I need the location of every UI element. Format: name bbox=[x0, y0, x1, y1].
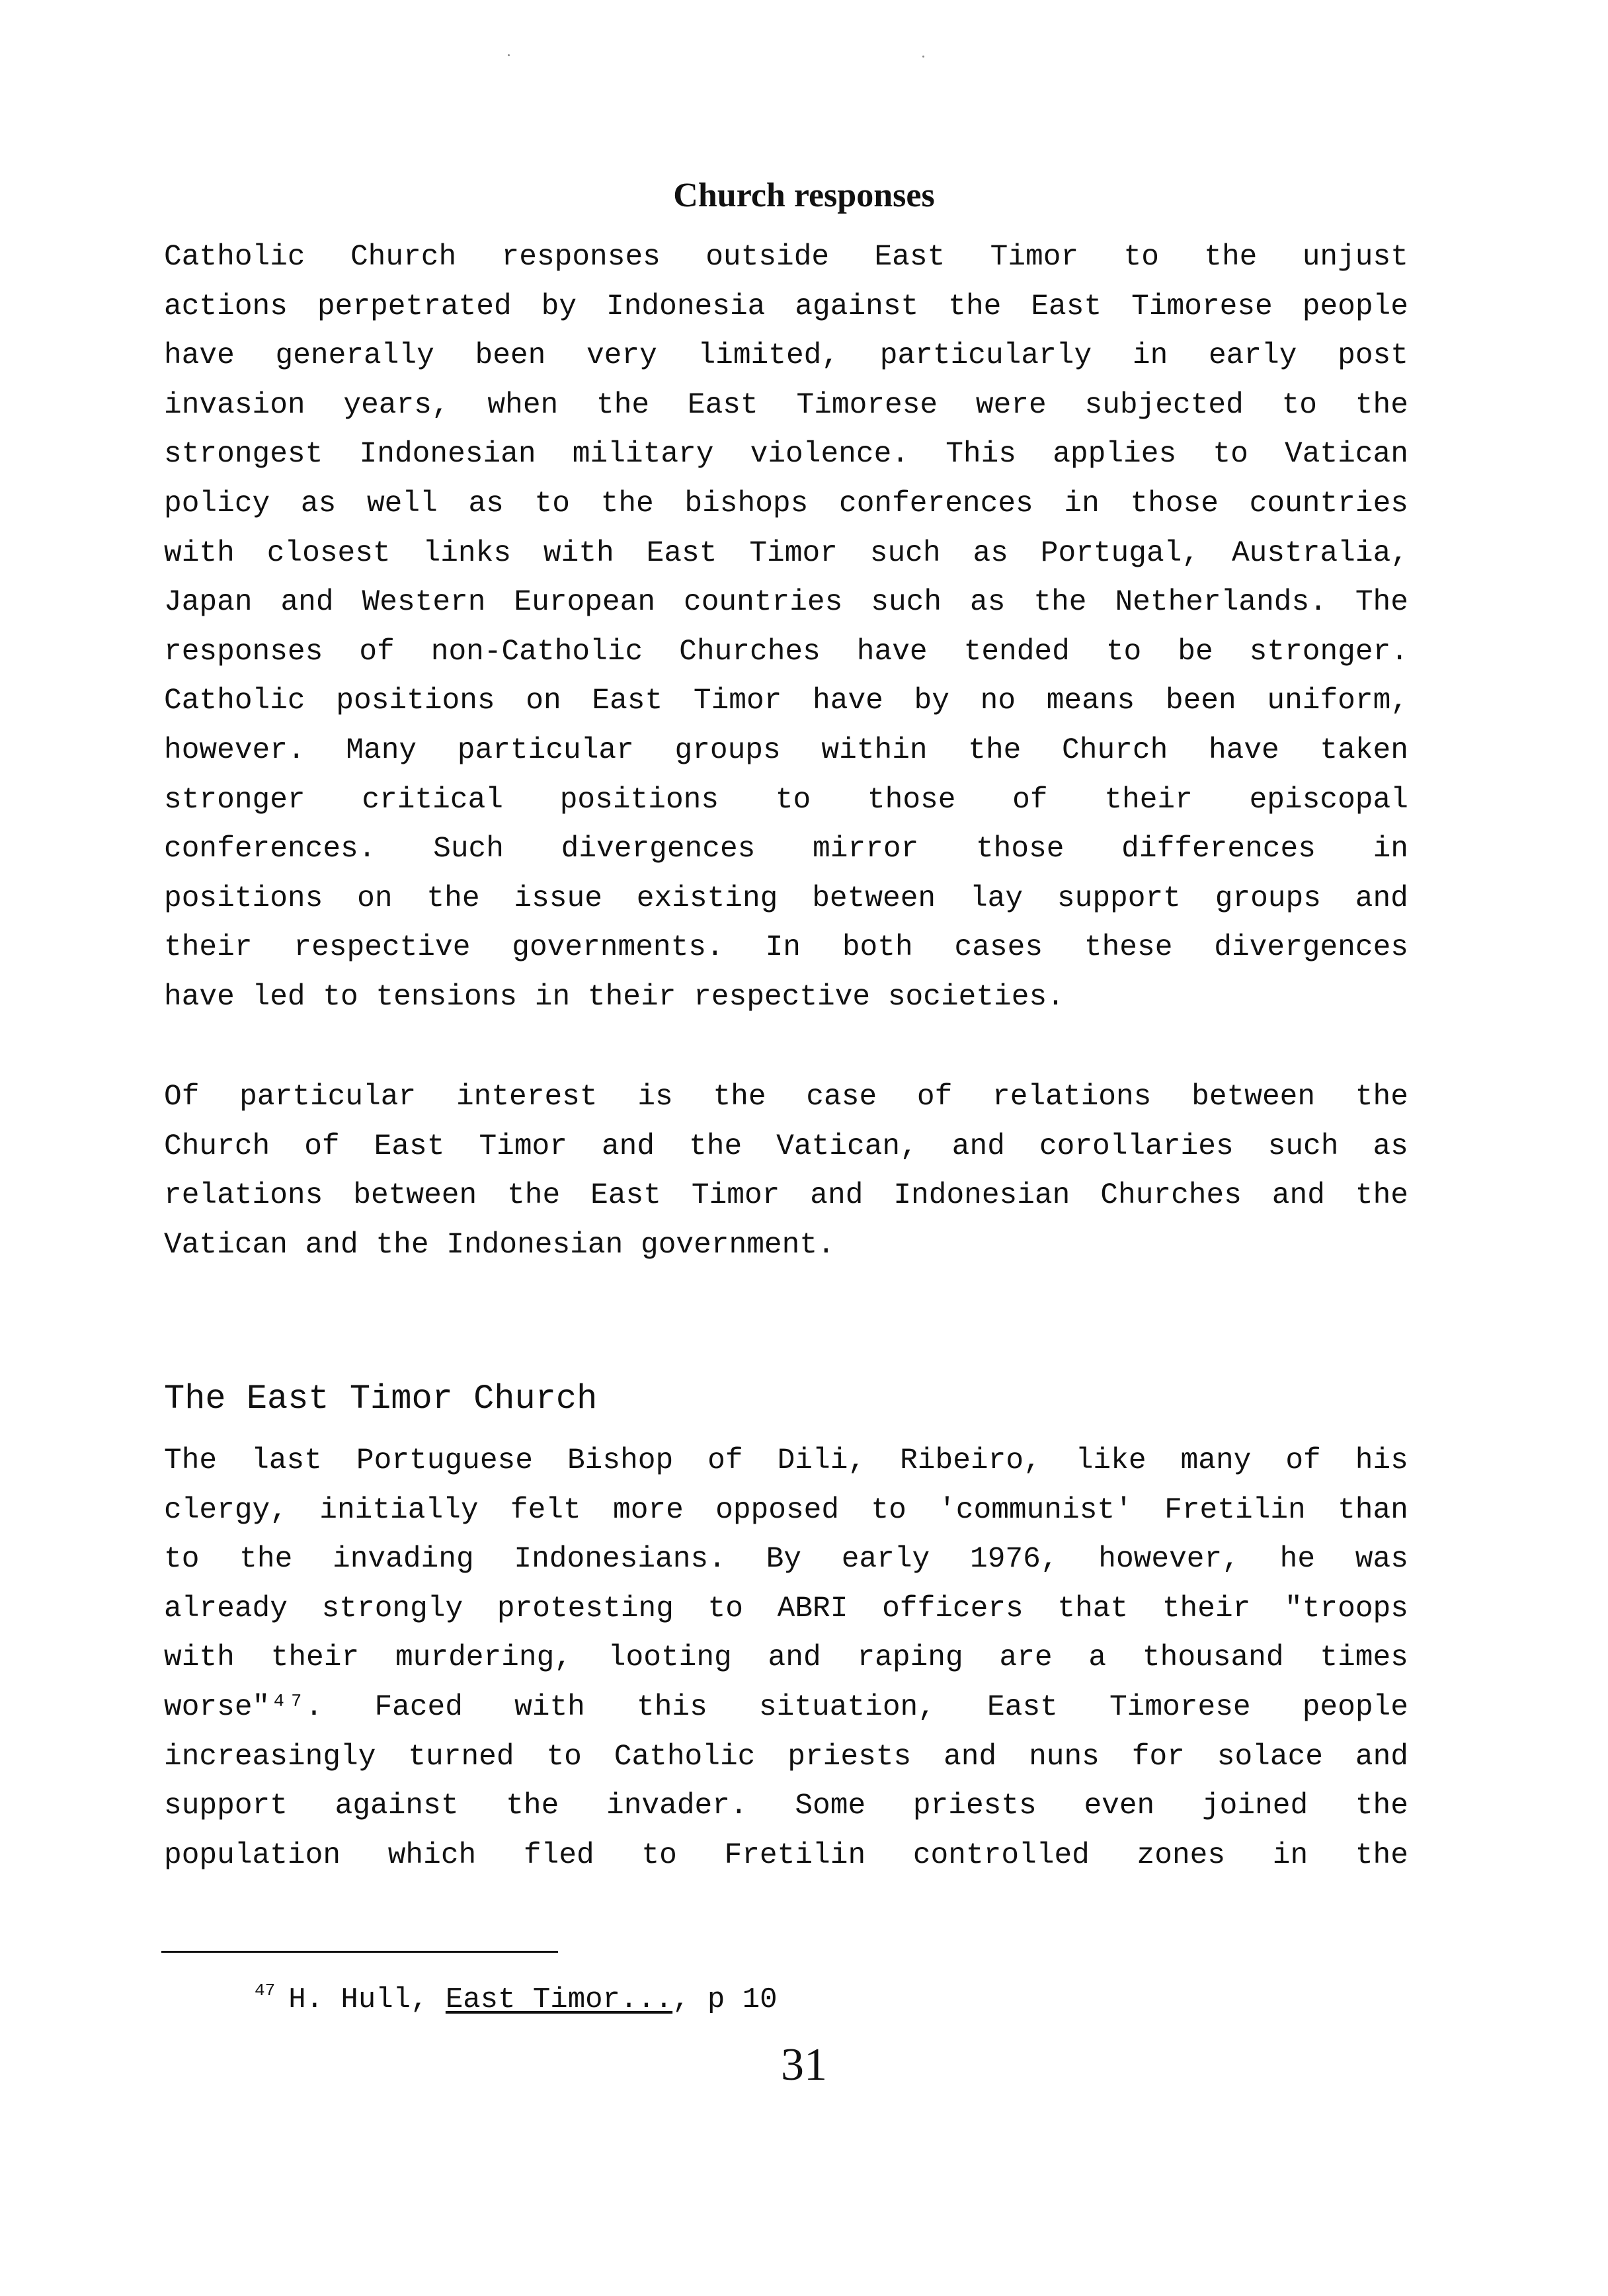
text-line: have generally been very limited, particularly in early post bbox=[164, 339, 1408, 373]
footnote-separator bbox=[161, 1951, 558, 1953]
text-line: invasion years, when the East Timorese were subjected to the bbox=[164, 388, 1408, 422]
footnote-page-ref: , p 10 bbox=[672, 1983, 778, 2016]
scan-speck bbox=[922, 56, 924, 58]
text-line: have led to tensions in their respective societies. bbox=[164, 980, 1065, 1014]
text-line: conferences. Such divergences mirror those differences in bbox=[164, 833, 1408, 866]
paragraph-relations bbox=[164, 1073, 1408, 1270]
text-line: relations between the East Timor and Indonesian Churches and the bbox=[164, 1179, 1408, 1213]
text-line: Catholic positions on East Timor have by no means been uniform, bbox=[164, 684, 1408, 718]
text-line: Church of East Timor and the Vatican, and corollaries such as bbox=[164, 1129, 1408, 1163]
paragraph-church-responses bbox=[164, 233, 1408, 1022]
text-line: worse"⁴⁷. Faced with this situation, East Timorese people bbox=[164, 1690, 1408, 1724]
text-line: stronger critical positions to those of their episcopal bbox=[164, 783, 1408, 817]
footnote bbox=[255, 1971, 778, 2020]
text-line: to the invading Indonesians. By early 1976, however, he was bbox=[164, 1543, 1408, 1577]
scan-speck bbox=[508, 54, 510, 56]
text-line: increasingly turned to Catholic priests and nuns for solace and bbox=[164, 1740, 1408, 1774]
text-line: already strongly protesting to ABRI officers that their "troops bbox=[164, 1592, 1408, 1625]
footnote-number: 47 bbox=[255, 1981, 276, 2000]
text-line: positions on the issue existing between lay support groups and bbox=[164, 882, 1408, 915]
page-number: 31 bbox=[781, 2039, 827, 2090]
text-line: support against the invader. Some priests even joined the bbox=[164, 1789, 1408, 1823]
section-heading-east-timor-church: The East Timor Church bbox=[164, 1379, 598, 1418]
text-line: responses of non-Catholic Churches have tended to be stronger. bbox=[164, 635, 1408, 669]
text-line: with their murdering, looting and raping are a thousand times bbox=[164, 1641, 1408, 1675]
text-line: actions perpetrated by Indonesia against the East Timorese people bbox=[164, 290, 1408, 323]
footnote-title: East Timor... bbox=[445, 1983, 673, 2016]
text-line: population which fled to Fretilin controlled zones in the bbox=[164, 1838, 1408, 1872]
text-line: strongest Indonesian military violence. This applies to Vatican bbox=[164, 438, 1408, 472]
text-line: The last Portuguese Bishop of Dili, Ribeiro, like many of his bbox=[164, 1444, 1408, 1477]
text-line: Catholic Church responses outside East Timor to the unjust bbox=[164, 241, 1408, 274]
text-line: clergy, initially felt more opposed to 'communist' Fretilin than bbox=[164, 1493, 1408, 1527]
text-line: Of particular interest is the case of relations between the bbox=[164, 1081, 1408, 1114]
text-line: policy as well as to the bishops conferences in those countries bbox=[164, 487, 1408, 520]
footnote-author: H. Hull, bbox=[288, 1983, 428, 2016]
text-line: with closest links with East Timor such as Portugal, Australia, bbox=[164, 536, 1408, 570]
text-line: Vatican and the Indonesian government. bbox=[164, 1228, 835, 1262]
text-line: their respective governments. In both cases these divergences bbox=[164, 931, 1408, 965]
paragraph-east-timor-church bbox=[164, 1436, 1408, 1880]
section-heading-church-responses: Church responses bbox=[673, 177, 935, 214]
text-line: Japan and Western European countries such as the Netherlands. The bbox=[164, 586, 1408, 620]
text-line: however. Many particular groups within the Church have taken bbox=[164, 733, 1408, 767]
